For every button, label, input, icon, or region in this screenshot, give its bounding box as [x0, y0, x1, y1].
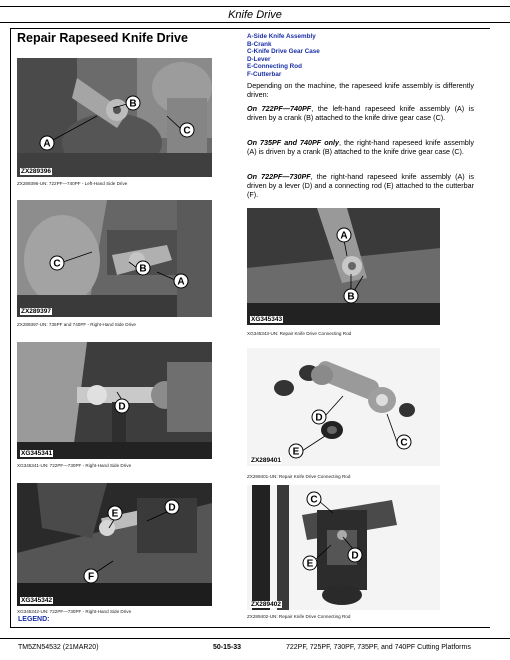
callout-label: E: [306, 558, 314, 570]
photo-id: ZX289397: [21, 308, 51, 315]
callout-label: C: [400, 437, 408, 449]
photo-zx289402: [247, 485, 440, 610]
figure-caption: ZX289402-UN: Repair Knife Drive Connecting Rod: [247, 614, 351, 619]
callout-label: A: [177, 276, 185, 288]
callout-label: B: [139, 263, 147, 275]
figure-caption: ZX289401-UN: Repair Knife Drive Connecting Rod: [247, 474, 351, 479]
content-border-left: [10, 28, 11, 628]
footer-page-number: 50-15-33: [213, 644, 242, 651]
callout-label: B: [129, 98, 137, 110]
callout-label: F: [87, 571, 95, 583]
paragraph-text: , the left-hand rapeseed knife assembly (A) is driven by a crank (B) attached to the knife drive gear case (C).: [247, 104, 474, 123]
legend-item: D-Lever: [247, 55, 271, 63]
paragraph-right-hand-lever: [247, 172, 474, 200]
callout-label: D: [168, 502, 176, 514]
callout-label: D: [351, 550, 359, 562]
legend-item: B-Crank: [247, 40, 272, 48]
photo-zx289397: [17, 200, 212, 317]
legend-label: LEGEND:: [18, 616, 50, 623]
footer-doc-id: TM5ZN54532 (21MAR20): [18, 644, 99, 651]
paragraph-right-hand-crank: [247, 138, 474, 156]
callout-label: D: [315, 412, 323, 424]
paragraph-lead: On 735PF and 740PF only: [247, 138, 339, 147]
legend-item: E-Connecting Rod: [247, 63, 302, 71]
paragraph-text: , the right-hand rapeseed knife assembly (A) is driven by a lever (D) and a connecting rod (E) attached to the cutterbar (F).: [247, 172, 474, 200]
callout-label: [365, 273, 366, 274]
photo-id: ZX289401: [251, 457, 281, 464]
paragraph-left-hand: [247, 104, 474, 122]
intro-paragraph: [247, 81, 474, 99]
legend-item: C-Knife Drive Gear Case: [247, 48, 320, 56]
callout-label: C: [183, 125, 191, 137]
paragraph-lead: On 722PF—740PF: [247, 104, 312, 113]
callout-label: C: [310, 494, 318, 506]
figure-caption: XG345343-UN: Repair Knife Drive Connecting Rod: [247, 331, 352, 336]
figure-caption: ZX289396-UN: 722PF—740PF - Left-Hand Side Drive: [17, 181, 128, 186]
header-rule-bottom: [0, 22, 510, 23]
callout-label: A: [43, 138, 51, 150]
content-border-bottom: [10, 627, 490, 628]
figure-caption: XG345342-UN: 722PF—730PF - Right-Hand Side Drive: [17, 609, 132, 614]
intro-text: Depending on the machine, the rapeseed knife assembly is differently driven:: [247, 81, 474, 100]
callout-label: E: [292, 446, 300, 458]
legend-list: [247, 33, 320, 79]
photo-id: XG345342: [21, 597, 53, 604]
photo-id: XG345343: [251, 316, 283, 323]
legend-item: A-Side Knife Assembly: [247, 33, 316, 40]
legend-item: F-Cutterbar: [247, 70, 282, 78]
photo-zx289401: [247, 348, 440, 466]
photo-xg345341: [17, 342, 212, 459]
callout-label: A: [340, 230, 348, 242]
header-rule-top: [0, 6, 510, 7]
callout-label: D: [118, 401, 126, 413]
footer-product: 722PF, 725PF, 730PF, 735PF, and 740PF Cutting Platforms: [286, 644, 471, 651]
figure-caption: XG345341-UN: 722PF—730PF - Right-Hand Side Drive: [17, 463, 132, 468]
footer-rule: [0, 638, 510, 639]
callout-label: C: [53, 258, 61, 270]
callout-label: E: [111, 508, 119, 520]
photo-xg345342: [17, 483, 212, 606]
photo-id: ZX289402: [251, 601, 281, 608]
photo-id: ZX289396: [21, 168, 51, 175]
photo-id: XG345341: [21, 450, 53, 457]
figure-caption: ZX289397-UN: 735PF and 740PF - Right-Hand Side Drive: [17, 322, 136, 327]
callout-label: B: [347, 291, 355, 303]
paragraph-text: , the right-hand rapeseed knife assembly (A) is driven by a crank (B) attached to the knife drive gear case (C).: [247, 138, 474, 157]
section-title: Repair Rapeseed Knife Drive: [17, 31, 188, 45]
content-border-top: [10, 28, 490, 29]
photo-zx289396: [17, 58, 212, 177]
photo-xg345343: [247, 208, 440, 325]
chapter-title: Knife Drive: [228, 9, 282, 21]
paragraph-lead: On 722PF—730PF: [247, 172, 311, 181]
